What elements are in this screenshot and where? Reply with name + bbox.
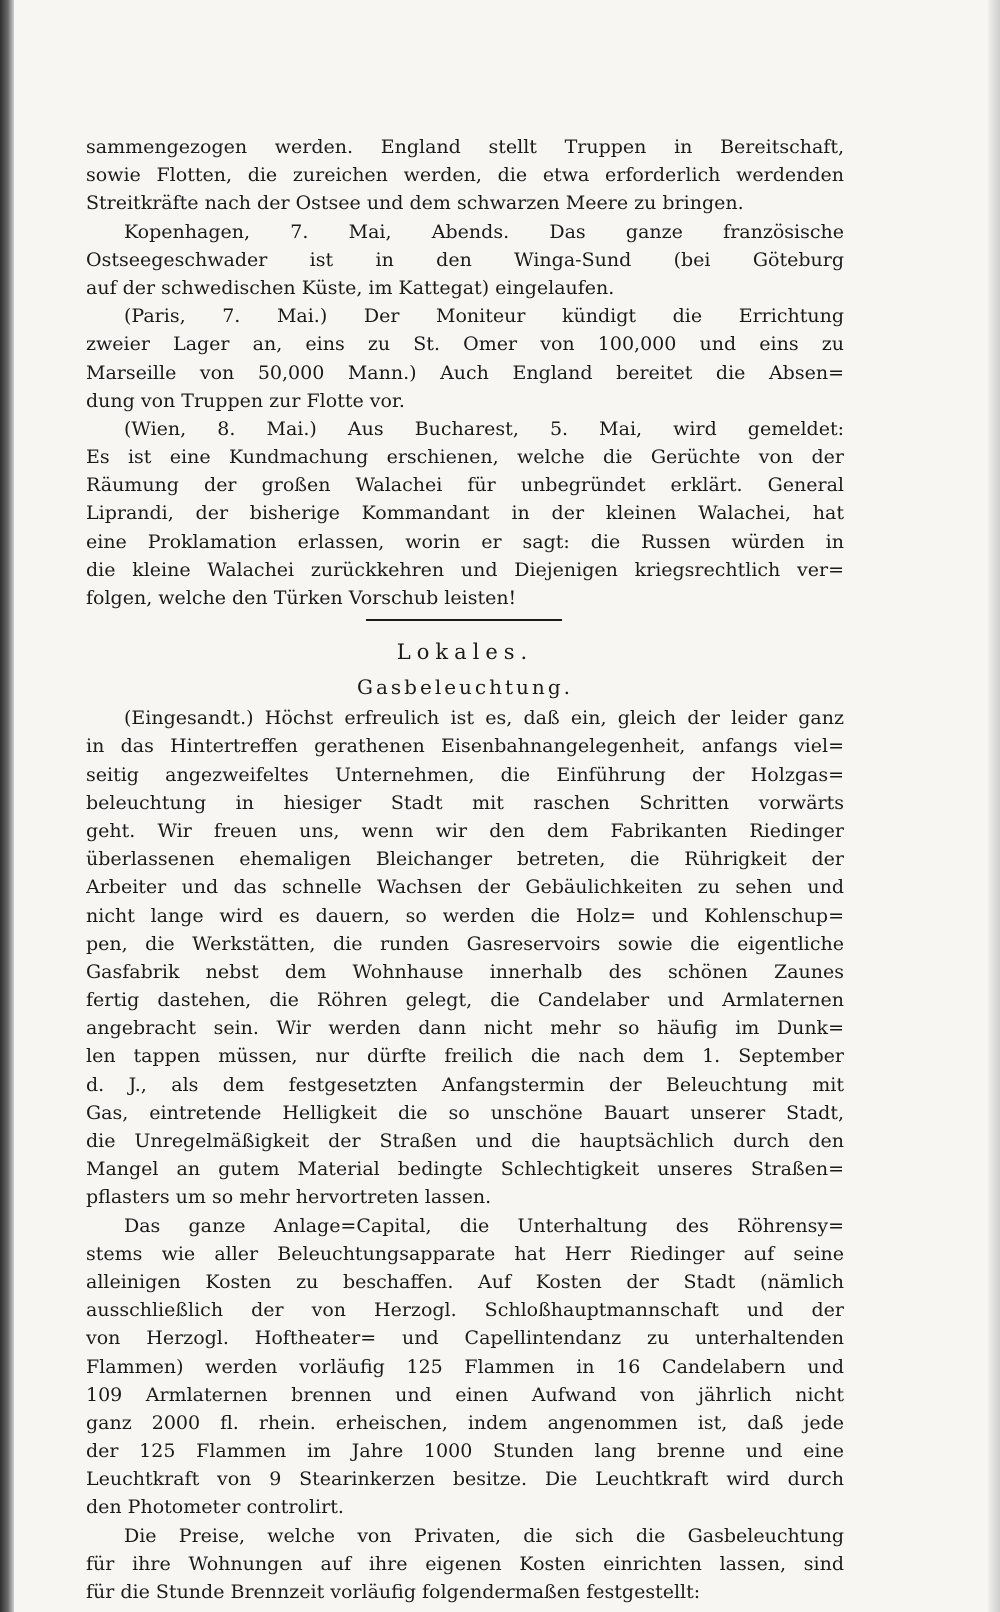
- text-line: beleuchtung in hiesiger Stadt mit raschen Schritten vorwärts: [86, 791, 844, 814]
- text-line: dung von Truppen zur Flotte vor.: [86, 389, 405, 412]
- text-line: (Wien, 8. Mai.) Aus Bucharest, 5. Mai, wird gemeldet:: [124, 417, 844, 440]
- text-line: überlassenen ehemaligen Bleichanger betreten, die Rührigkeit der: [86, 848, 844, 871]
- text-line: Es ist eine Kundmachung erschienen, welche die Gerüchte von der: [86, 446, 844, 469]
- page-right-edge: [988, 0, 1000, 1612]
- news-paragraph: [86, 133, 844, 218]
- news-paragraph: [86, 218, 844, 303]
- text-line: für ihre Wohnungen auf ihre eigenen Kosten einrichten lassen, sind: [86, 1552, 844, 1575]
- text-line: in das Hintertreffen gerathenen Eisenbahnangelegenheit, anfangs viel=: [86, 735, 844, 758]
- section-title: Lokales.: [396, 640, 534, 665]
- text-line: den Photometer controlirt.: [86, 1496, 344, 1519]
- text-line: die kleine Walachei zurückkehren und Diejenigen kriegsrechtlich ver=: [86, 558, 844, 581]
- article-title: Gasbeleuchtung.: [357, 675, 573, 700]
- news-paragraph: [86, 302, 844, 415]
- text-line: die Unregelmäßigkeit der Straßen und die hauptsächlich durch den: [86, 1130, 844, 1152]
- page-text-column: [86, 133, 844, 1606]
- text-line: Streitkräfte nach der Ostsee und dem schwarzen Meere zu bringen.: [86, 192, 744, 215]
- text-line: der 125 Flammen im Jahre 1000 Stunden lang brenne und eine: [86, 1440, 844, 1463]
- text-line: Räumung der großen Walachei für unbegründet erklärt. General: [86, 474, 844, 497]
- text-line: len tappen müssen, nur dürfte freilich die nach dem 1. September: [86, 1045, 844, 1068]
- text-line: Arbeiter und das schnelle Wachsen der Gebäulichkeiten zu sehen und: [86, 876, 844, 899]
- text-line: sammengezogen werden. England stellt Truppen in Bereitschaft,: [86, 136, 844, 158]
- news-paragraph: [86, 415, 844, 612]
- article-paragraph: [86, 704, 844, 1211]
- text-line: Die Preise, welche von Privaten, die sich die Gasbeleuchtung: [124, 1524, 844, 1547]
- text-line: angebracht sein. Wir werden dann nicht mehr so häufig im Dunk=: [86, 1017, 844, 1040]
- separator-rule: [366, 619, 562, 621]
- text-line: seitig angezweifeltes Unternehmen, die Einführung der Holzgas=: [86, 763, 844, 786]
- section-separator: [86, 612, 844, 634]
- text-line: (Paris, 7. Mai.) Der Moniteur kündigt die Errichtung: [124, 305, 844, 328]
- text-line: für die Stunde Brennzeit vorläufig folgendermaßen festgestellt:: [86, 1581, 701, 1603]
- text-line: eine Proklamation erlassen, worin er sagt: die Russen würden in: [86, 530, 844, 553]
- text-line: von Herzogl. Hoftheater= und Capellintendanz zu unterhaltenden: [86, 1327, 844, 1350]
- text-line: Ostseegeschwader ist in den Winga-Sund (bei Göteburg: [86, 248, 844, 271]
- text-line: Marseille von 50,000 Mann.) Auch England bereitet die Absen=: [86, 361, 844, 384]
- text-line: alleinigen Kosten zu beschaffen. Auf Kosten der Stadt (nämlich: [86, 1270, 844, 1293]
- text-line: fertig dastehen, die Röhren gelegt, die Candelaber und Armlaternen: [86, 989, 844, 1012]
- text-line: zweier Lager an, eins zu St. Omer von 100,000 und eins zu: [86, 333, 844, 356]
- text-line: d. J., als dem festgesetzten Anfangstermin der Beleuchtung mit: [86, 1073, 844, 1096]
- article-paragraph: [86, 1522, 844, 1607]
- text-line: pen, die Werkstätten, die runden Gasreservoirs sowie die eigentliche: [86, 932, 844, 955]
- text-line: stems wie aller Beleuchtungsapparate hat Herr Riedinger auf seine: [86, 1242, 844, 1265]
- text-line: Mangel an gutem Material bedingte Schlechtigkeit unseres Straßen=: [86, 1158, 844, 1181]
- text-line: ausschließlich der von Herzogl. Schloßhauptmannschaft und der: [86, 1299, 844, 1322]
- text-line: pflasters um so mehr hervortreten lassen.: [86, 1186, 492, 1209]
- text-line: Flammen) werden vorläufig 125 Flammen in 16 Candelabern und: [86, 1355, 844, 1378]
- page-binding-edge: [0, 0, 14, 1612]
- text-line: geht. Wir freuen uns, wenn wir den dem Fabrikanten Riedinger: [86, 819, 844, 842]
- text-line: folgen, welche den Türken Vorschub leisten!: [86, 587, 517, 609]
- text-line: 109 Armlaternen brennen und einen Aufwand von jährlich nicht: [86, 1383, 844, 1406]
- text-line: nicht lange wird es dauern, so werden die Holz= und Kohlenschup=: [86, 904, 844, 927]
- text-line: Liprandi, der bisherige Kommandant in der kleinen Walachei, hat: [86, 502, 844, 525]
- text-line: auf der schwedischen Küste, im Kattegat) eingelaufen.: [86, 276, 615, 299]
- text-line: sowie Flotten, die zureichen werden, die etwa erforderlich werdenden: [86, 164, 844, 187]
- text-line: Kopenhagen, 7. Mai, Abends. Das ganze französische: [124, 220, 844, 243]
- text-line: Gasfabrik nebst dem Wohnhause innerhalb des schönen Zaunes: [86, 960, 844, 983]
- text-line: Gas, eintretende Helligkeit die so unschöne Bauart unserer Stadt,: [86, 1101, 844, 1124]
- text-line: ganz 2000 fl. rhein. erheischen, indem angenommen ist, daß jede: [86, 1411, 844, 1434]
- text-line: (Eingesandt.) Höchst erfreulich ist es, daß ein, gleich der leider ganz: [124, 707, 844, 730]
- text-line: Das ganze Anlage=Capital, die Unterhaltung des Röhrensy=: [124, 1214, 844, 1237]
- text-line: Leuchtkraft von 9 Stearinkerzen besitze. Die Leuchtkraft wird durch: [86, 1468, 844, 1491]
- article-paragraph: [86, 1212, 844, 1522]
